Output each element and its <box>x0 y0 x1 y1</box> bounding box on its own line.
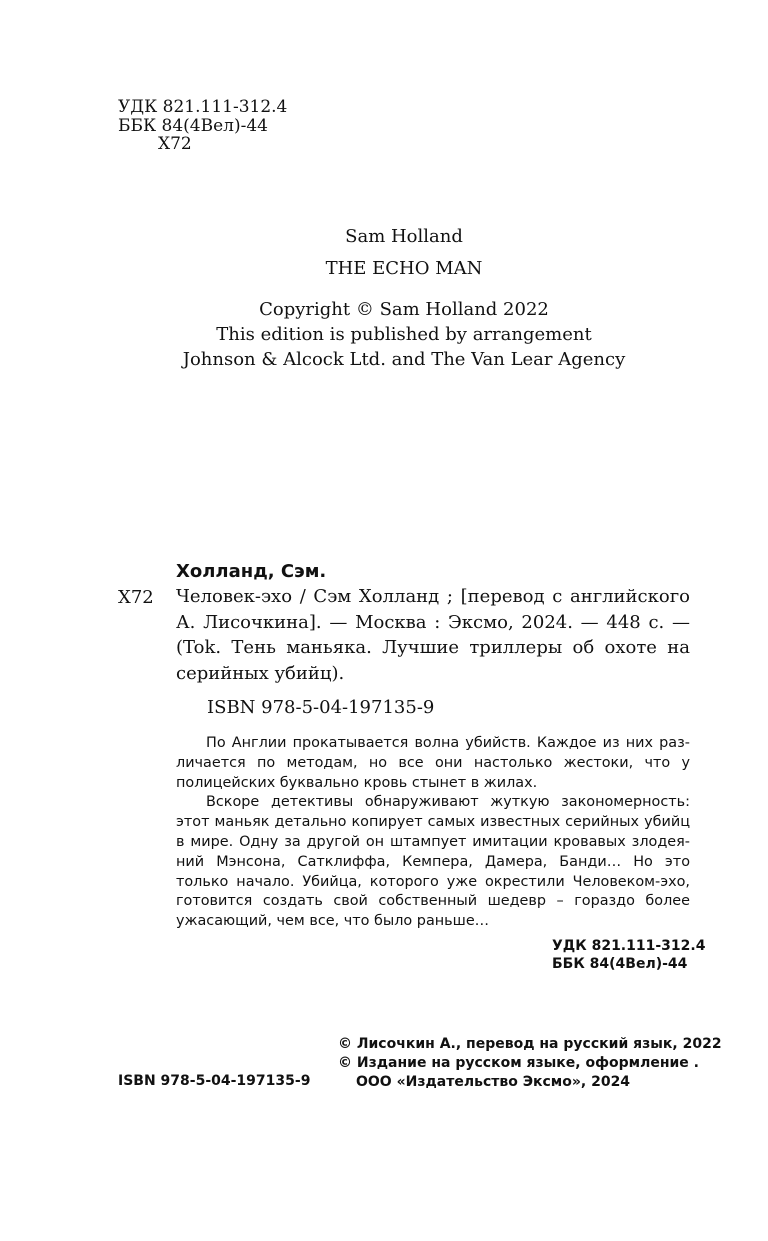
bibliographic-description: Человек-эхо / Сэм Холланд ; [перевод с английского А. Лисочкина]. — Москва : Эксмо, 2024. — 448 с. — (Tok. Тень маньяка. Лучшие триллеры об охоте на серийных убийц). <box>176 586 690 684</box>
bibliographic-cutter: Х72 <box>118 587 154 608</box>
bibliographic-author-heading: Холланд, Сэм. <box>176 561 327 582</box>
annotation-paragraph: Вскоре детективы обнаруживают жуткую закономерность: этот маньяк детально копирует самых известных серийных убийц в мире. Одну за другой он штампует имитации кровавых злодеяний Мэнсона, Сатклиффа, Кемпера, Дамера, Банди… Но это только начало. Убийца, которого уже окрестили Человеком-эхо, готовится создать свой собственный шедевр – гораздо более ужасающий, чем все, что было раньше… <box>176 794 690 930</box>
isbn-main: ISBN 978-5-04-197135-9 <box>207 697 435 718</box>
copyright-line: Johnson & Alcock Ltd. and The Van Lear Agency <box>182 349 626 370</box>
udk-code: УДК 821.111-312.4 <box>118 97 288 117</box>
original-author: Sam Holland <box>345 226 463 247</box>
isbn-footer: ISBN 978-5-04-197135-9 <box>118 1073 311 1089</box>
rights-notice <box>338 1035 722 1092</box>
copyright-line: This edition is published by arrangement <box>216 324 592 345</box>
rights-line: ООО «Издательство Эксмо», 2024 <box>356 1074 631 1090</box>
bbk-code: ББК 84(4Вел)-44 <box>118 115 268 136</box>
cutter-code: Х72 <box>158 134 192 154</box>
udk-code-right: УДК 821.111-312.4 <box>552 938 706 954</box>
original-title: THE ECHO MAN <box>325 258 483 279</box>
bbk-code-right: ББК 84(4Вел)-44 <box>552 956 688 972</box>
annotation-paragraph: По Англии прокатывается волна убийств. Каждое из них различается по методам, но все они настолько жестоки, что у полицейских буквально кровь стынет в жилах. <box>176 735 690 791</box>
rights-line: © Лисочкин А., перевод на русский язык, 2022 <box>338 1036 722 1052</box>
copyright-line: Copyright © Sam Holland 2022 <box>259 299 549 320</box>
annotation <box>176 734 690 932</box>
copyright-notice <box>118 297 690 372</box>
classification-codes <box>118 98 287 154</box>
rights-line: © Издание на русском языке, оформление . <box>338 1055 699 1071</box>
classification-codes-right <box>552 937 705 973</box>
